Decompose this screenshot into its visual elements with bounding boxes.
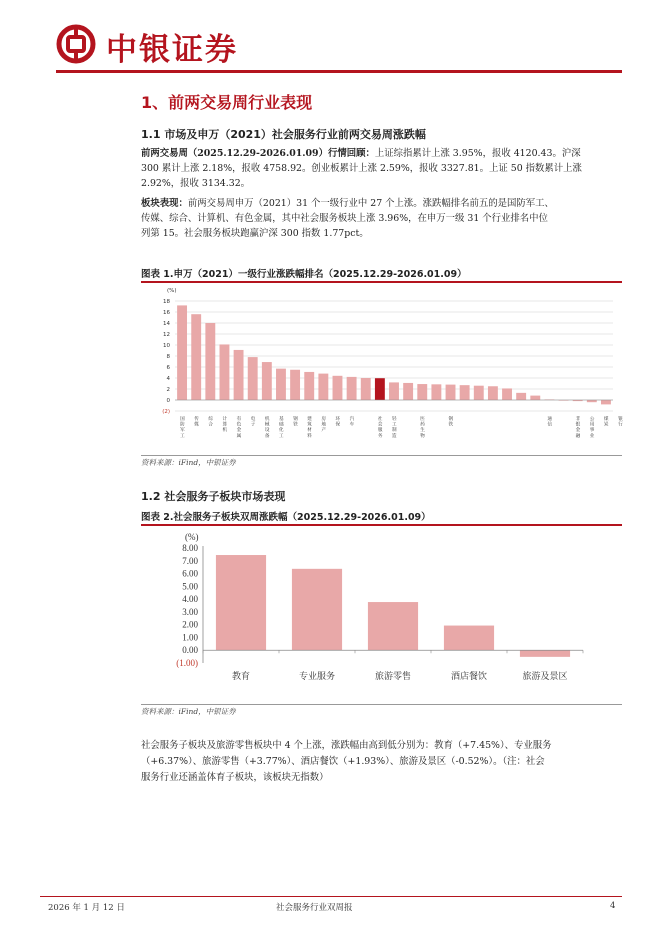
subsection-title-1-2: 1.2 社会服务子板块市场表现	[141, 490, 286, 503]
y-tick-label: 1.00	[182, 632, 198, 643]
x-tick-label: 酒店餐饮	[450, 672, 488, 682]
footer-date: 2026 年 1 月 12 日	[48, 903, 125, 913]
bar-旅游及景区	[520, 650, 570, 657]
x-tick-label: 基础化工	[278, 417, 284, 439]
y-tick-label: 3.00	[182, 606, 198, 617]
y-tick-label: 16	[163, 310, 170, 316]
bar-纺织服饰	[502, 388, 512, 400]
bar-食品饮料	[530, 396, 540, 400]
page-number: 4	[610, 901, 616, 911]
figure-1-title: 图表 1.申万（2021）一级行业涨跌幅排名（2025.12.29-2026.01.09）	[141, 269, 467, 280]
sector-performance-paragraph	[141, 196, 622, 241]
y-tick-label: (2)	[162, 409, 170, 415]
y-tick-label: 4	[166, 376, 170, 382]
x-tick-label: 国防军工	[180, 417, 185, 439]
y-tick-label: 2.00	[182, 619, 198, 630]
brand-name: 中银证券	[106, 32, 238, 68]
market-review-line: 300 累计上涨 2.18%，报收 4758.92。创业板累计上涨 2.59%，报收 3327.81。上证 50 指数累计上涨	[141, 163, 582, 174]
bar-基础化工	[276, 369, 286, 400]
figure-1-source-rule	[141, 455, 622, 456]
subsector-returns-chart	[141, 527, 622, 695]
bar-煤炭	[587, 400, 597, 402]
market-review-paragraph	[141, 146, 622, 191]
y-tick-label: 18	[163, 299, 170, 305]
page-header	[0, 0, 662, 78]
industry-returns-chart	[141, 284, 622, 450]
x-tick-label: 建筑材料	[307, 417, 312, 439]
bar-医药生物	[417, 384, 427, 400]
x-tick-label: 公用事业	[589, 417, 595, 439]
subsector-summary-line: 服务行业还涵盖体育子板块，该板块无指数）	[141, 772, 329, 783]
y-tick-label: 0.00	[182, 645, 198, 656]
figure-2-title: 图表 2.社会服务子板块双周涨跌幅（2025.12.29-2026.01.09）	[141, 512, 431, 523]
x-tick-label: 环保	[335, 417, 341, 428]
sector-performance-line: 传媒、综合、计算机、有色金属，其中社会服务板块上涨 3.96%，在申万一级 31 个行业排名中位	[141, 213, 548, 224]
x-tick-label: 钢铁	[448, 417, 454, 428]
subsector-summary-line: 社会服务子板块及旅游零售板块中 4 个上涨，涨跌幅由高到低分别为：教育（+7.45%）、专业服务	[141, 740, 552, 751]
bar-酒店餐饮	[444, 626, 494, 651]
bar-电子	[248, 357, 258, 400]
market-review-lead: 前两交易周（2025.12.29-2026.01.09）行情回顾：	[141, 148, 375, 159]
figure-2-top-rule	[141, 524, 622, 526]
x-tick-label: 综合	[208, 417, 213, 428]
y-tick-label: 6.00	[182, 568, 198, 579]
bar-机械设备	[262, 362, 272, 400]
bar-通信	[516, 393, 526, 400]
bar-国防军工	[177, 305, 187, 400]
sector-performance-line: 列第 15。社会服务板块跑赢沪深 300 指数 1.77pct。	[141, 228, 369, 239]
x-tick-label: 非银金融	[575, 417, 581, 439]
sector-performance-line: 前两交易周申万（2021）31 个一级行业中 27 个上涨。涨跌幅排名前五的是国防军工、	[187, 198, 554, 209]
y-tick-label: 6	[166, 365, 170, 371]
bank-of-china-logo-icon	[56, 24, 96, 64]
y-unit-label: (%)	[185, 532, 199, 542]
bar-社会服务	[375, 378, 385, 400]
bar-电力设备	[431, 384, 441, 400]
x-tick-label: 煤炭	[603, 417, 609, 428]
x-tick-label: 旅游零售	[374, 672, 412, 682]
footer-rule	[40, 896, 622, 897]
bar-综合	[205, 323, 215, 400]
bar-建筑材料	[304, 372, 314, 400]
x-tick-label: 房地产	[321, 417, 326, 434]
bar-计算机	[220, 344, 230, 400]
y-tick-label: 5.00	[182, 581, 198, 592]
subsector-summary-line: （+6.37%）、旅游零售（+3.77%）、酒店餐饮（+1.93%）、旅游及景区（-0.52%）。（注：社会	[141, 756, 545, 767]
x-tick-label: 社会服务	[377, 417, 383, 439]
x-tick-label: 电子	[250, 417, 256, 428]
bar-石油石化	[446, 385, 456, 400]
y-tick-label: 14	[163, 321, 170, 327]
y-tick-label: 0	[166, 398, 170, 404]
x-tick-label: 计算机	[222, 417, 228, 434]
bar-建筑装饰	[460, 385, 470, 400]
bar-美容护理	[488, 386, 498, 400]
figure-2-source: 资料来源：iFind，中银证券	[141, 707, 236, 716]
x-tick-label: 有色金属	[236, 417, 242, 439]
figure-1-top-rule	[141, 281, 622, 283]
bar-钢铁	[290, 370, 300, 400]
x-tick-label: 银行	[618, 417, 623, 428]
y-tick-label: 2	[166, 387, 170, 393]
bar-传媒	[191, 314, 201, 400]
x-tick-label: 钢铁	[293, 417, 298, 428]
header-rule	[56, 70, 622, 73]
sector-performance-lead: 板块表现：	[141, 198, 188, 209]
bar-专业服务	[292, 569, 342, 650]
bar-农林牧渔	[474, 386, 484, 400]
bar-轻工制造	[389, 382, 399, 400]
market-review-line: 上证综指累计上涨 3.95%，报收 4120.43。沪深	[374, 148, 581, 159]
subsection-title-1-1: 1.1 市场及申万（2021）社会服务行业前两交易周涨跌幅	[141, 128, 426, 141]
x-tick-label: 医药生物	[420, 417, 425, 439]
x-tick-label: 教育	[231, 672, 251, 682]
footer-report-name: 社会服务行业双周报	[276, 903, 353, 913]
bar-交通运输	[403, 383, 413, 400]
market-review-line: 2.92%，报收 3134.32。	[141, 178, 251, 189]
bar-有色金属	[234, 350, 244, 400]
figure-2-source-rule	[141, 704, 622, 705]
figure-1-source: 资料来源：iFind，中银证券	[141, 458, 236, 467]
x-tick-label: 汽车	[349, 417, 355, 428]
y-tick-label: 4.00	[182, 594, 198, 605]
y-tick-label: 8	[166, 354, 170, 360]
y-tick-label: 7.00	[182, 555, 198, 566]
bar-环保	[333, 376, 343, 400]
x-tick-label: 机械设备	[264, 417, 270, 439]
y-tick-label: 8.00	[182, 543, 198, 553]
y-tick-label: (1.00)	[176, 658, 198, 668]
x-tick-label: 专业服务	[298, 672, 336, 682]
subsector-summary-paragraph	[141, 738, 622, 786]
y-tick-label: 12	[163, 332, 170, 338]
x-tick-label: 旅游及景区	[522, 672, 568, 682]
bar-旅游零售	[368, 602, 418, 650]
bar-银行	[601, 400, 611, 404]
bar-商贸零售	[361, 378, 371, 400]
bar-房地产	[318, 374, 328, 400]
x-tick-label: 轻工制造	[392, 417, 397, 439]
bar-汽车	[347, 377, 357, 400]
section-title: 1、前两交易周行业表现	[141, 93, 313, 112]
y-tick-label: 10	[163, 343, 170, 349]
x-tick-label: 传媒	[194, 417, 199, 428]
x-tick-label: 通信	[547, 417, 553, 428]
y-unit-label: (%)	[167, 288, 177, 294]
bar-教育	[216, 555, 266, 650]
